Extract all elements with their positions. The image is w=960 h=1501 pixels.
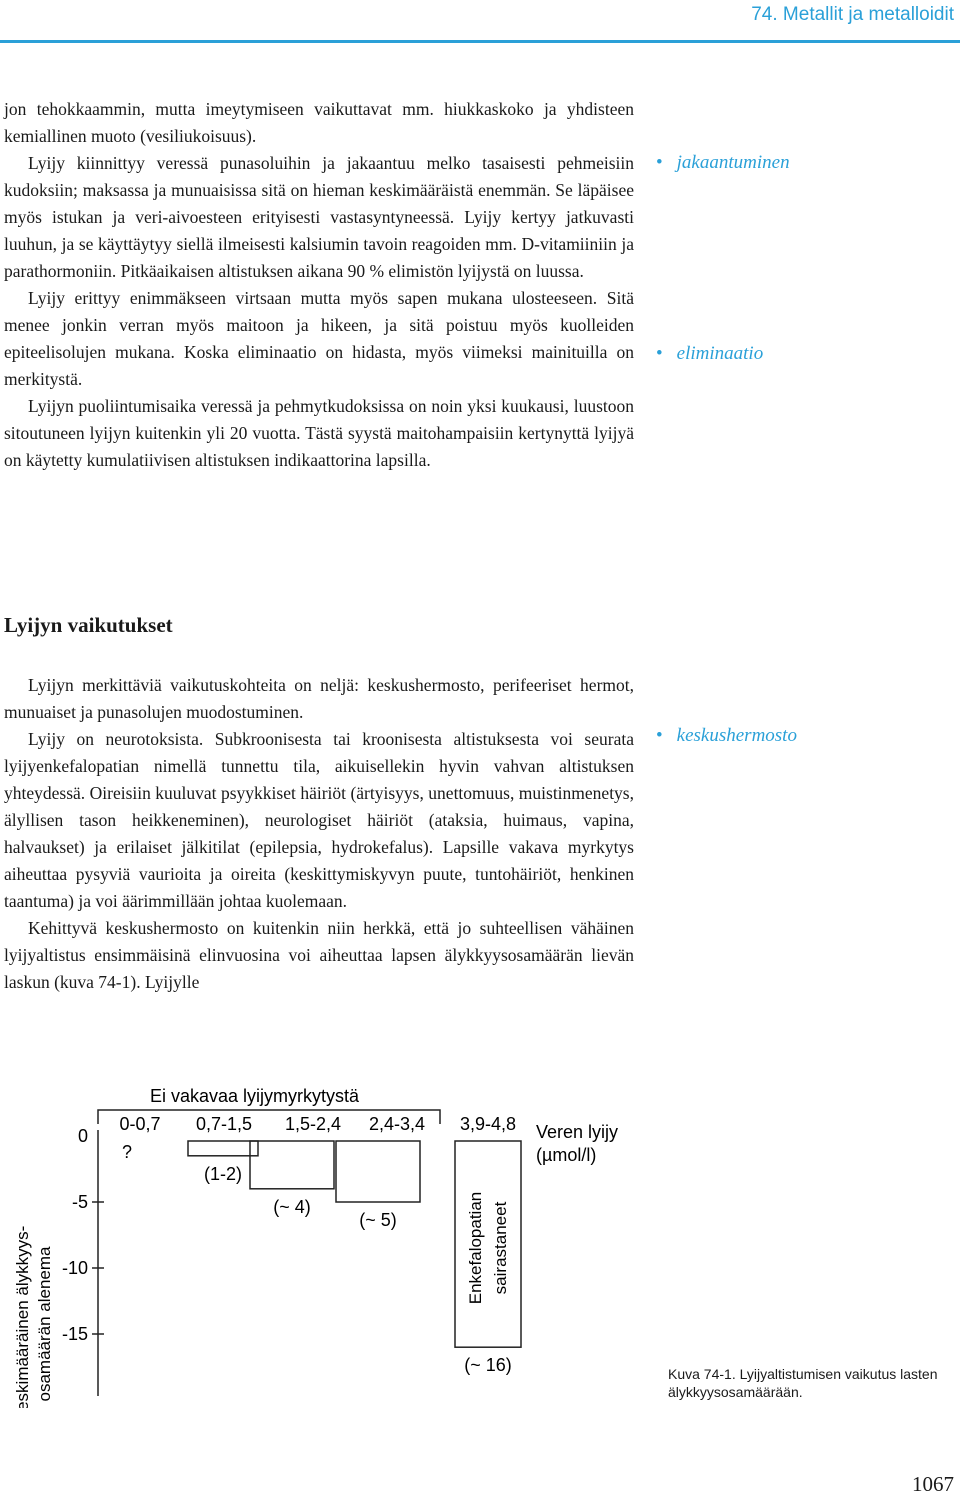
margin-keyword-cns: • keskushermosto xyxy=(656,725,797,747)
x-unit-label: Veren lyijy xyxy=(536,1122,619,1142)
x-category-label: 0,7-1,5 xyxy=(195,1114,253,1134)
y-axis-title: osamäärän alenema xyxy=(35,1246,54,1402)
section-heading: Lyijyn vaikutukset xyxy=(4,613,173,637)
body-text-block-1 xyxy=(4,96,634,474)
header-rule xyxy=(0,40,960,43)
bar xyxy=(250,1141,334,1189)
paragraph: Kehittyvä keskushermosto on kuitenkin niin herkkä, että jo suhteellisen vähäinen lyijyaltistus ensimmäisinä elinvuosina voi aiheuttaa lapsen älykkyysosamäärän lievän laskun (kuva 74-1). Lyijylle xyxy=(4,918,634,992)
paragraph: Lyijy kiinnittyy veressä punasoluihin ja jakaantuu melko tasaisesti pehmeisiin kudoksiin; maksassa ja munuaisissa sitä on hieman keskimääräistä enemmän. Se läpäisee myös istukan ja veri-aivoesteen erityisesti vastasyntyneessä. Lyijy kertyy jatkuvasti luuhun, ja se käyttäytyy siellä ilmeisesti kalsiumin tavoin reagoiden mm. D-vitamiiniin ja parathormoniin. Pitkäaikaisen altistuksen aikana 90 % elimistön lyijystä on luussa. xyxy=(4,153,634,281)
paragraph: Lyijyn merkittäviä vaikutuskohteita on neljä: keskushermosto, perifeeriset hermot, munuaiset ja punasolujen muodostuminen. xyxy=(4,675,634,722)
x-category-label: 0-0,7 xyxy=(119,1114,161,1134)
y-tick-label: -10 xyxy=(61,1258,88,1278)
bar xyxy=(455,1141,521,1347)
chapter-title: 74. Metallit ja metalloidit xyxy=(751,4,954,25)
y-tick-label: -15 xyxy=(61,1324,88,1344)
y-axis-title: Keskimääräinen älykkyys- xyxy=(13,1225,32,1408)
margin-keyword-distribution: • jakaantuminen xyxy=(656,152,790,174)
paragraph: Lyijy on neurotoksista. Subkroonisesta tai kroonisesta altistuksesta voi seurata lyijyenkefalopatian nimellä tunnettu tila, aikuisellekin hyvin vahvan altistuksen yhteydessä. Oireisiin kuuluvat psyykkiset häiriöt (ärtyisyys, unettomuus, muistinmenetys, älyllisen tason heikkeneminen), neurologiset häiriöt (ataksia, huimaus, vapina, halvaukset) ja erilaiset jälkitilat (epilepsia, hydrokefalus). Lapsille vakava myrkytys aiheuttaa pysyviä vaurioita ja oireita (keskittymiskyvyn puute, tuntohäiriöt, henkinen taantuma) ja voi äärimmillään johtaa kuolemaan. xyxy=(4,729,634,911)
y-tick-label: -5 xyxy=(71,1192,88,1212)
bar-value-label: (~ 4) xyxy=(273,1196,311,1217)
bar xyxy=(336,1141,420,1202)
margin-keyword-elimination: • eliminaatio xyxy=(656,343,763,365)
paragraph: jon tehokkaammin, mutta imeytymiseen vaikuttavat mm. hiukkaskoko ja yhdisteen kemiallinen muoto (vesiliukoisuus). xyxy=(4,99,634,146)
bar-value-label: (1-2) xyxy=(203,1163,243,1184)
encephalopathy-label: Enkefalopatian xyxy=(466,1191,485,1305)
x-unit-label: (µmol/l) xyxy=(536,1145,597,1165)
encephalopathy-label: sairastaneet xyxy=(491,1201,510,1295)
page-number: 1067 xyxy=(912,1472,954,1496)
bar-value-label: (~ 16) xyxy=(464,1355,512,1376)
top-label: Ei vakavaa lyijymyrkytystä xyxy=(150,1086,360,1106)
bar xyxy=(188,1141,258,1156)
bar-value-label: (~ 5) xyxy=(359,1210,397,1230)
y-tick-label: 0 xyxy=(77,1126,88,1146)
paragraph: Lyijy erittyy enimmäkseen virtsaan mutta myös sapen mukana ulosteeseen. Sitä menee jonkin verran myös maitoon ja hikeen, ja sitä poistuu myös kuolleiden epiteelisolujen mukana. Koska eliminaatio on hidasta, myös viimeksi mainituilla on merkitystä. xyxy=(4,288,634,389)
x-category-label: 2,4-3,4 xyxy=(368,1114,426,1134)
x-category-label: 3,9-4,8 xyxy=(459,1114,517,1134)
body-text-block-2 xyxy=(4,672,634,996)
question-mark: ? xyxy=(122,1142,133,1162)
iq-chart xyxy=(0,1078,660,1408)
figure-caption: Kuva 74-1. Lyijyaltistumisen vaikutus lasten älykkyysosamäärään. xyxy=(668,1366,938,1400)
figure-74-1 xyxy=(0,1078,660,1413)
paragraph: Lyijyn puoliintumisaika veressä ja pehmytkudoksissa on noin yksi kuukausi, luustoon sitoutuneen lyijyn kuitenkin yli 20 vuotta. Tästä syystä maitohampaisiin kertynyttä lyijyä on käytetty kumulatiivisen altistuksen indikaattorina lapsilla. xyxy=(4,396,634,470)
x-category-label: 1,5-2,4 xyxy=(284,1114,342,1134)
